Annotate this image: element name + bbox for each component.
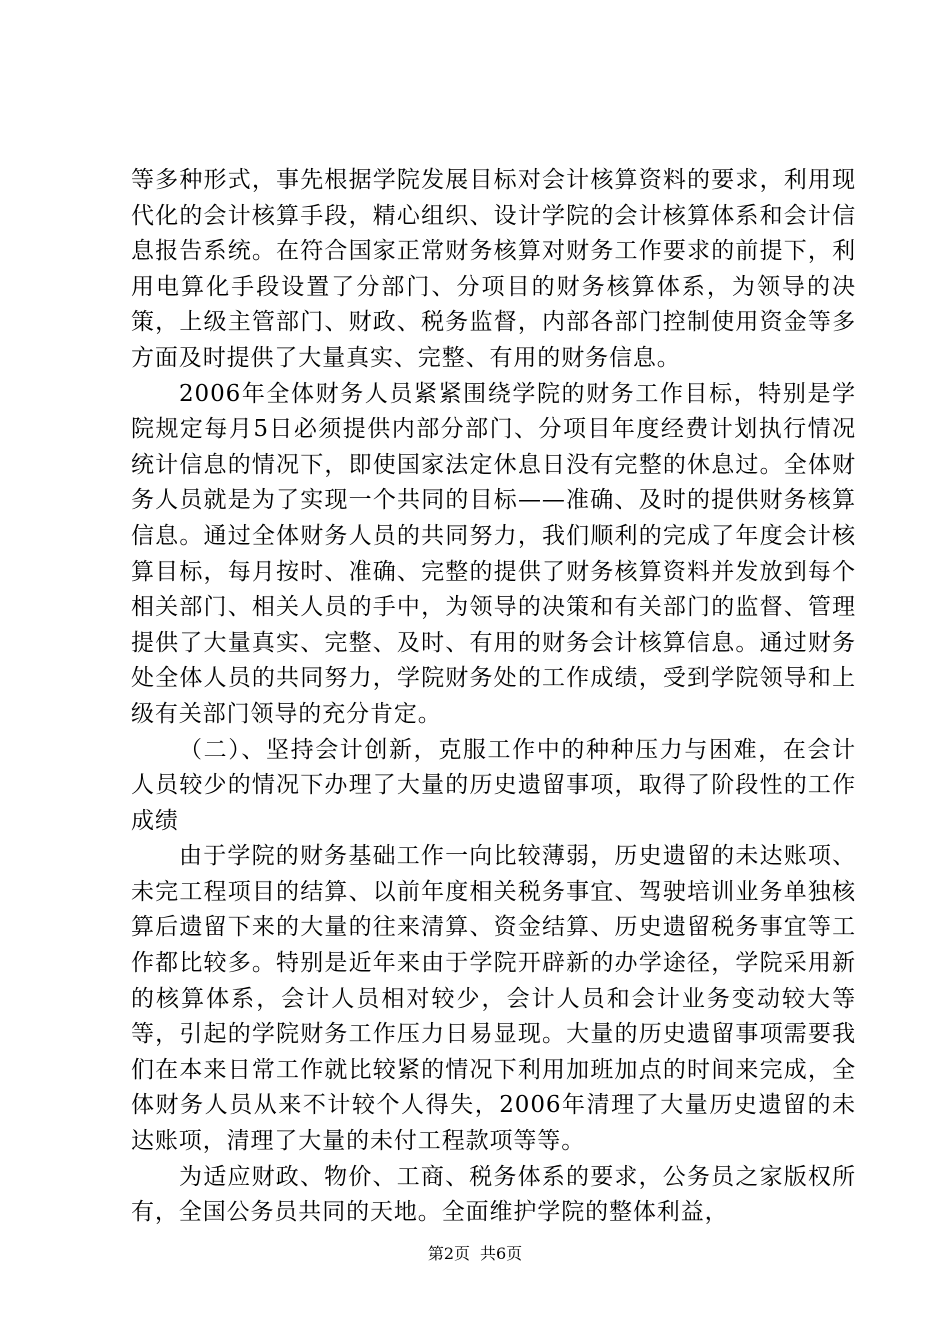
paragraph-1: 等多种形式，事先根据学院发展目标对会计核算资料的要求，利用现代化的会计核算手段，精心组织、设计学院的会计核算体系和会计信息报告系统。在符合国家正常财务核算对财务工作要求的前提下，利用电算化手段设置了分部门、分项目的财务核算体系，为领导的决策，上级主管部门、财政、税务监督，内部各部门控制使用资金等多方面及时提供了大量真实、完整、有用的财务信息。 (131, 167, 856, 371)
page-total: 共6页 (480, 1244, 523, 1263)
section-heading-2: （二）、坚持会计创新，克服工作中的种种压力与困难，在会计人员较少的情况下办理了大量的历史遗留事项，取得了阶段性的工作成绩 (131, 736, 856, 834)
paragraph-3: 由于学院的财务基础工作一向比较薄弱，历史遗留的未达账项、未完工程项目的结算、以前年度相关税务事宜、驾驶培训业务单独核算后遗留下来的大量的往来清算、资金结算、历史遗留税务事宜等工作都比较多。特别是近年来由于学院开辟新的办学途径，学院采用新的核算体系，会计人员相对较少，会计人员和会计业务变动较大等等，引起的学院财务工作压力日易显现。大量的历史遗留事项需要我们在本来日常工作就比较紧的情况下利用加班加点的时间来完成，全体财务人员从来不计较个人得失，2006年清理了大量历史遗留的未达账项，清理了大量的未付工程款项等等。 (131, 843, 856, 1155)
document-body (131, 163, 856, 1231)
paragraph-4: 为适应财政、物价、工商、税务体系的要求，公务员之家版权所有，全国公务员共同的天地。全面维护学院的整体利益， (131, 1163, 856, 1226)
page-footer (0, 1244, 950, 1264)
page-number: 第2页 (427, 1244, 470, 1263)
paragraph-2: 2006年全体财务人员紧紧围绕学院的财务工作目标，特别是学院规定每月5日必须提供内部分部门、分项目年度经费计划执行情况统计信息的情况下，即使国家法定休息日没有完整的休息过。全体财务人员就是为了实现一个共同的目标——准确、及时的提供财务核算信息。通过全体财务人员的共同努力，我们顺利的完成了年度会计核算目标，每月按时、准确、完整的提供了财务核算资料并发放到每个相关部门、相关人员的手中，为领导的决策和有关部门的监督、管理提供了大量真实、完整、及时、有用的财务会计核算信息。通过财务处全体人员的共同努力，学院财务处的工作成绩，受到学院领导和上级有关部门领导的充分肯定。 (131, 380, 856, 727)
